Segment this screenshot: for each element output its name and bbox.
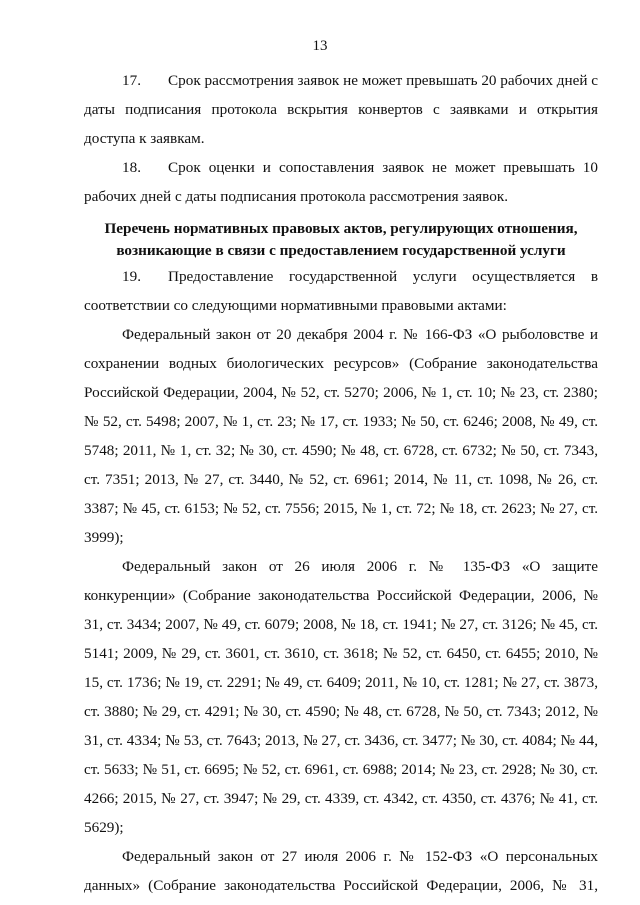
paragraph-number: 19. xyxy=(122,268,141,285)
law-166-fz: Федеральный закон от 20 декабря 2004 г. № 166-ФЗ «О рыболовстве и сохранении водных биологических ресурсов» (Собрание законодательства Российской Федерации, 2004, № 52, ст. 5270; 2006, № 1, ст. 10; № 23, ст. 2380; № 52, ст. 5498; 2007, № 1, ст. 23; № 17, ст. 1933; № 50, ст. 6246; 2008, № 49, ст. 5748; 2011, № 1, ст. 32; № 30, ст. 4590; № 48, ст. 6728, ст. 6732; № 50, ст. 7343, ст. 7351; 2013, № 27, ст. 3440, № 52, ст. 6961; 2014, № 11, ст. 1098, № 26, ст. 3387; № 45, ст. 6153; № 52, ст. 7556; 2015, № 1, ст. 72; № 18, ст. 2623; № 27, ст. 3999); xyxy=(84,326,598,546)
paragraph-number: 18. xyxy=(122,159,141,176)
heading-line-1: Перечень нормативных правовых актов, регулирующих отношения, xyxy=(104,220,578,237)
paragraph-17 xyxy=(84,66,598,153)
section-deadlines xyxy=(84,66,598,211)
paragraph-text: Срок оценки и сопоставления заявок не может превышать 10 рабочих дней с даты подписания протокола рассмотрения заявок. xyxy=(84,159,598,205)
law-135-fz: Федеральный закон от 26 июля 2006 г. № 135-ФЗ «О защите конкуренции» (Собрание законодательства Российской Федерации, 2006, № 31, ст. 3434; 2007, № 49, ст. 6079; 2008, № 18, ст. 1941; № 27, ст. 3126; № 45, ст. 5141; 2009, № 29, ст. 3601, ст. 3610, ст. 3618; № 52, ст. 6450, ст. 6455; 2010, № 15, ст. 1736; № 19, ст. 2291; № 49, ст. 6409; 2011, № 10, ст. 1281; № 27, ст. 3873, ст. 3880; № 29, ст. 4291; № 30, ст. 4590; № 48, ст. 6728, № 50, ст. 7343; 2012, № 31, ст. 4334; № 53, ст. 7643; 2013, № 27, ст. 3436, ст. 3477; № 30, ст. 4084; № 44, ст. 5633; № 51, ст. 6695; № 52, ст. 6961, ст. 6988; 2014; № 23, ст. 2928; № 30, ст. 4266; 2015, № 27, ст. 3947; № 29, ст. 4339, ст. 4342, ст. 4350, ст. 4376; № 41, ст. 5629); xyxy=(84,558,598,836)
paragraph-19 xyxy=(84,262,598,320)
page-number: 13 xyxy=(312,38,328,54)
paragraph-text: Предоставление государственной услуги осуществляется в соответствии со следующими нормативными правовыми актами: xyxy=(84,268,598,314)
paragraph-18 xyxy=(84,153,598,211)
law-152-fz: Федеральный закон от 27 июля 2006 г. № 152-ФЗ «О персональных данных» (Собрание законодательства Российской Федерации, 2006, № 31, xyxy=(84,848,598,894)
section-heading xyxy=(84,218,598,262)
paragraph-number: 17. xyxy=(122,72,141,89)
heading-line-2: возникающие в связи с предоставлением государственной услуги xyxy=(116,242,566,259)
section-legal-acts xyxy=(84,262,598,900)
paragraph-text: Срок рассмотрения заявок не может превышать 20 рабочих дней с даты подписания протокола вскрытия конвертов с заявками и открытия доступа к заявкам. xyxy=(84,72,598,147)
